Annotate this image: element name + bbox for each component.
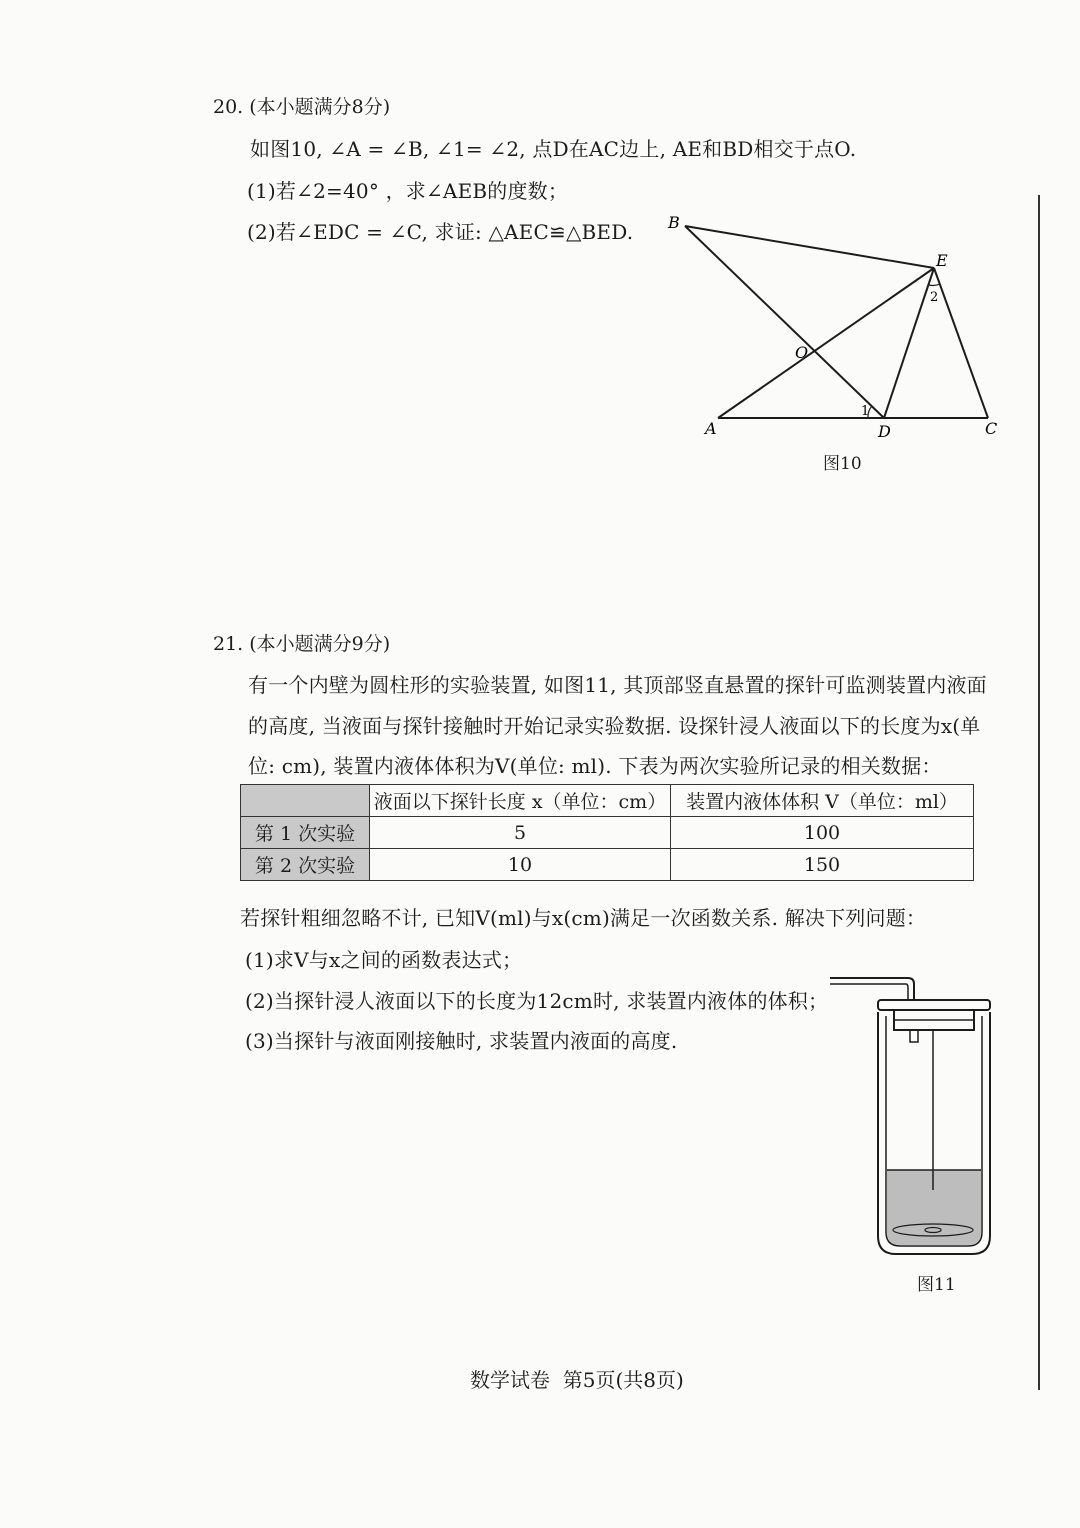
page-edge-line [1038,195,1040,1390]
table-row [241,817,974,849]
device-lid [878,1000,990,1010]
q21-stem-line3: 位: cm), 装置内液体体积为V(单位: ml). 下表为两次实验所记录的相关数据： [248,754,942,778]
table-header-cell: 液面以下探针长度 x（单位：cm） [370,785,671,817]
q21-header: 21. (本小题满分9分) [213,633,391,655]
segment-EC [934,268,988,418]
label-O: O [795,343,809,362]
segment-AE [718,268,934,418]
angle-2-arc [929,284,940,285]
q20-stem: 如图10, ∠A = ∠B, ∠1= ∠2, 点D在AC边上, AE和BD相交于点O. [250,137,857,161]
table-header-cell [241,785,370,817]
page-footer: 数学试卷 第5页(共8页) [470,1368,684,1392]
table-header-cell: 装置内液体体积 V（单位：ml） [671,785,974,817]
probe-top-tube [830,978,914,1000]
q21-stem-line1: 有一个内壁为圆柱形的实验装置, 如图11, 其顶部竖直悬置的探针可监测装置内液面 [248,673,987,697]
q21-stem-line2: 的高度, 当液面与探针接触时开始记录实验数据. 设探针浸人液面以下的长度为x(单 [248,714,981,738]
label-C: C [985,419,998,438]
table-cell-v: 100 [671,817,974,849]
q21-part3: (3)当探针与液面刚接触时, 求装置内液面的高度. [245,1029,678,1053]
table-cell-trial: 第 1 次实验 [241,817,370,849]
label-B: B [668,213,680,232]
label-E: E [936,251,948,270]
figure-10-triangles [650,200,1020,480]
label-D: D [878,422,891,441]
table-cell-x: 5 [370,817,671,849]
q21-part2: (2)当探针浸人液面以下的长度为12cm时, 求装置内液体的体积； [245,989,829,1013]
table-row [241,849,974,881]
label-A: A [705,419,717,438]
label-angle-2: 2 [930,290,939,305]
figure-10-caption: 图10 [823,454,862,474]
table-cell-x: 10 [370,849,671,881]
label-angle-1: 1 [861,404,870,419]
q20-part1: (1)若∠2=40° ，求∠AEB的度数； [247,179,569,203]
q20-header: 20. (本小题满分8分) [213,96,391,118]
q21-condition: 若探针粗细忽略不计, 已知V(ml)与x(cm)满足一次函数关系. 解决下列问题： [240,906,927,930]
figure-11-device [820,965,1020,1265]
table-header-row [241,785,974,817]
q21-part1: (1)求V与x之间的函数表达式； [245,948,523,972]
q20-part2: (2)若∠EDC = ∠C, 求证: △AEC≌△BED. [247,220,634,244]
experiment-data-table [240,784,974,881]
segment-DE [884,268,934,418]
figure-11-caption: 图11 [917,1275,956,1295]
table-cell-trial: 第 2 次实验 [241,849,370,881]
table-cell-v: 150 [671,849,974,881]
